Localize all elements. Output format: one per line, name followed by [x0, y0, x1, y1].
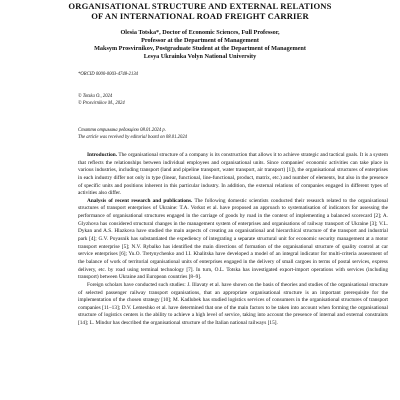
foreign-studies-text: Foreign scholars have conducted such studies: J. Illavaty et al. have shown on the basis of theories and studies of the organisational structure of selected passenger railway transport organisations, that an appropriate organisational structure is an important prerequisite for the implementation of the chosen strategy [10]; M. Kadlubek has studied logistics services of consumers in the organisational structures of transport companies [11–13]; D.V. Lemeshko et al. have determined that one of the main factors to be taken into account when forming the organisational structure of logistics centers is the ability to achieve a high level of service, taking into account the presence of internal and external constraints [14]; L. Mindur has described the organisational structure of the Italian national railways [15]. [78, 281, 388, 327]
author-2-credentials: Maksym Prosvirnikov, Postgraduate Student at the Department of Management [94, 45, 306, 52]
author-1-position: Professor at the Department of Management [141, 37, 259, 44]
intro-text: The organisational structure of a company is its construction that allows it to achieve strategic and tactical goals. It is a system that reflects the relationships between individual employees and organisational units. Since companies' economic activities can take place in various industries, including transport (land and pipeline transport, water transport, air transport) [1]), the organisational structures of enterprises in each industry differ not only in type (linear, functional, line-functional, product, matrix, etc.) and number of elements, but also in the presence of specific units and positions inherent in this particular industry. In addition, the external relations of companies engaged in different types of activities also differ. [78, 152, 388, 197]
received-date-ukrainian: Стаття отримана редакцією 08.01.2024 р. [78, 128, 166, 133]
analysis-text: The following domestic scientists conducted their research related to the organisational structures of transport enterprises of Ukraine: T.A. Vorkut et al. have proposed an approach to systematisation of indicators for assessing the performance of organisational structures engaged in the carriage of goods by road in the context of implementing a balanced scorecard [2]; A. Glyzhova has considered structural changes in the management system of enterprises and organisations of railway transport of Ukraine [3]; V.L. Dykan and A.S. Hlazkova have studied the main aspects of creating an organisational and hierarchical structure of the transport and industrial park [4]; G.V. Poyasnik has substantiated the expediency of integrating a separate structural unit for economic security management at a motor transport enterprise [5]; N.V. Rybalko has identified the main directions of formation of the organisational structure of quality control at car service enterprises [6]; Yu.O. Tretynychenko and I.I. Khalitska have developed a model of an integral indicator for multi-criteria assessment of the balance of work of territorial organisational units of enterprises engaged in the delivery of small cargoes in terms of postal services, express delivery, etc. by road using terminal technology [7]. In turn, O.L. Totska has investigated export-import operations with services (including transport) between Ukraine and European countries [8–9]. [78, 197, 388, 281]
received-date-english: The article was received by editorial board on 08.01.2024 [78, 135, 188, 140]
analysis-paragraph [78, 198, 388, 282]
paper-title-line-1: ORGANISATIONAL STRUCTURE AND EXTERNAL RELATIONS [68, 1, 332, 11]
author-1-credentials: Olesia Totska*, Doctor of Economic Sciences, Full Professor, [120, 29, 280, 36]
copyright-line-2: © Prosvirnikov M., 2024 [78, 101, 125, 106]
analysis-heading: Analysis of recent research and publications. [87, 197, 193, 204]
orcid-id: *ORCID 0000-0003-4748-2134 [78, 72, 139, 77]
author-affiliation: Lesya Ukrainka Volyn National University [143, 53, 257, 60]
foreign-studies-paragraph [78, 282, 388, 328]
paper-title-line-2: OF AN INTERNATIONAL ROAD FREIGHT CARRIER [91, 11, 309, 21]
copyright-line-1: © Totska O., 2024 [78, 94, 113, 99]
intro-heading: Introduction. [87, 152, 118, 158]
intro-paragraph [78, 152, 388, 198]
article-body [78, 152, 388, 328]
